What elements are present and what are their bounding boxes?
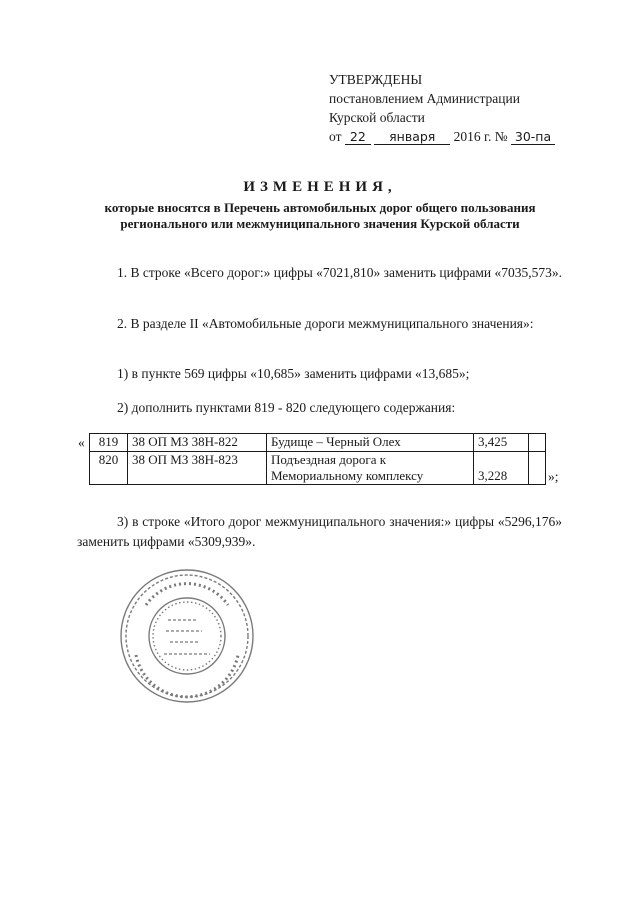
- paragraph-2-item-1: 1) в пункте 569 цифры «10,685» заменить цифрами «13,685»;: [117, 366, 470, 381]
- table-quote-open: «: [78, 435, 85, 450]
- date-prefix: от: [329, 129, 342, 144]
- roads-table: [89, 433, 546, 485]
- approval-block: [329, 70, 555, 146]
- road-code: 38 ОП МЗ 38Н-823: [128, 452, 267, 485]
- official-seal: [116, 565, 258, 707]
- table-empty-cell: [529, 434, 546, 452]
- date-month: января: [374, 129, 450, 145]
- table-row: [90, 452, 546, 485]
- road-length: 3,425: [474, 434, 529, 452]
- document-title: [70, 179, 570, 232]
- approval-region: Курской области: [329, 110, 425, 125]
- title-heading: ИЗМЕНЕНИЯ,: [243, 179, 397, 195]
- approval-title: УТВЕРЖДЕНЫ: [329, 72, 423, 87]
- road-code: 38 ОП МЗ 38Н-822: [128, 434, 267, 452]
- road-number: 819: [90, 434, 128, 452]
- approval-date-line: [329, 127, 555, 146]
- paragraph-3: 3) в строке «Итого дорог межмуниципального значения:» цифры «5296,176» заменить цифрами «5309,939».: [77, 514, 562, 549]
- table-row: [90, 434, 546, 452]
- road-name: Подъездная дорога к Мемориальному комплексу: [267, 452, 474, 485]
- table-empty-cell: [529, 452, 546, 485]
- date-day: 22: [345, 129, 371, 145]
- seal-stamp-icon: [116, 565, 258, 707]
- paragraph-2: 2. В разделе II «Автомобильные дороги межмуниципального значения»:: [117, 316, 534, 331]
- title-subtitle: которые вносятся в Перечень автомобильных дорог общего пользования регионального или межмуниципального значения Курской области: [104, 200, 536, 231]
- document-number: 30-па: [511, 129, 555, 145]
- road-length: 3,228: [474, 452, 529, 485]
- paragraph-1: 1. В строке «Всего дорог:» цифры «7021,810» заменить цифрами «7035,573».: [117, 265, 562, 280]
- number-label: №: [494, 129, 508, 144]
- date-year: 2016 г.: [453, 129, 492, 144]
- approval-issuer: постановлением Администрации: [329, 91, 520, 106]
- table-quote-close: »;: [548, 469, 559, 484]
- road-number: 820: [90, 452, 128, 485]
- paragraph-2-item-2: 2) дополнить пунктами 819 - 820 следующего содержания:: [117, 400, 456, 415]
- road-name: Будище – Черный Олех: [267, 434, 474, 452]
